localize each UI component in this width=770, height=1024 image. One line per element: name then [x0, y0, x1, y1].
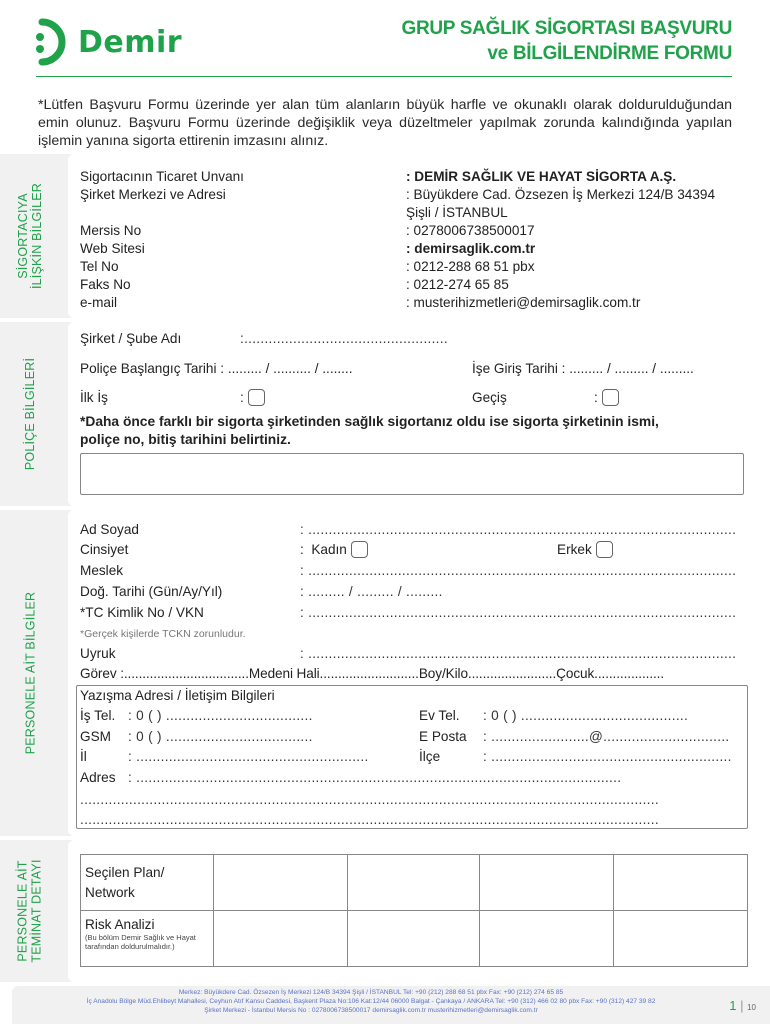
- insurer-row-value: : Büyükdere Cad. Özsezen İş Merkezi 124/B 34394: [406, 187, 716, 202]
- footer-line-3: Şirket Merkezi - İstanbul Mersis No : 0278006738500017 demirsaglik.com.tr musterihizmetleri@demirsaglik.com.tr: [204, 1007, 538, 1014]
- plan-cell-2[interactable]: [347, 855, 480, 911]
- occupation-field[interactable]: : .........................................................................................................: [300, 563, 737, 578]
- footer-line-1: Merkez: Büyükdere Cad. Özsezen İş Merkezi 124/B 34394 Şişli / İSTANBUL Tel: +90 (212) 288 68 51 pbx Fax: +90 (212) 274 65 85: [178, 989, 564, 996]
- insurer-row-value: : 0278006738500017: [406, 223, 535, 238]
- district-field[interactable]: : ...........................................................: [483, 749, 732, 764]
- male-checkbox[interactable]: [596, 541, 613, 558]
- insurer-row-value: : DEMİR SAĞLIK VE HAYAT SİGORTA A.Ş.: [406, 169, 677, 184]
- transfer-colon: :: [594, 390, 598, 405]
- home-tel-field[interactable]: : 0 ( ) .........................................: [483, 708, 689, 723]
- contact-title: Yazışma Adresi / İletişim Bilgileri: [80, 688, 275, 703]
- insurer-row-label: Web Sitesi: [80, 241, 145, 256]
- previous-insurance-input[interactable]: [80, 453, 744, 495]
- form-title: [401, 16, 732, 66]
- transfer-checkbox[interactable]: [602, 389, 619, 406]
- nationality-field[interactable]: : .........................................................................................................: [300, 646, 737, 661]
- birth-date-label: Doğ. Tarihi (Gün/Ay/Yıl): [80, 584, 223, 599]
- risk-analysis-note: (Bu bölüm Demir Sağlık ve Hayat tarafından doldurulmalıdır.): [85, 933, 196, 951]
- gender-colon: :: [300, 542, 304, 557]
- address-label: Adres: [80, 770, 116, 785]
- page-total: 10: [747, 1003, 756, 1012]
- brand-logo: [34, 18, 182, 66]
- transfer-label: Geçiş: [472, 390, 507, 405]
- plan-network-label: Seçilen Plan/ Network: [81, 855, 214, 911]
- previous-insurance-note-line1: *Daha önce farklı bir sigorta şirketinden sağlık sigortanız oldu ise sigorta şirketinin ismi,: [80, 414, 659, 429]
- address-field[interactable]: : .......................................................................................................................: [128, 770, 622, 785]
- coverage-side-label: PERSONELE AİT TEMİNAT DETAYI: [16, 859, 44, 963]
- footer-line-2: İç Anadolu Bölge Müd.Ehlibeyt Mahallesi, Ceyhun Atıf Kansu Caddesi, Başkent Plaza No:106 Kat:12/44 06000 Balgat - Çankaya / ANKARA Tel: +90 (312) 466 02 80 pbx Fax: +90 (312) 427 39 82: [86, 998, 656, 1005]
- personnel-side-label: PERSONELE AİT BİLGİLER: [23, 591, 38, 755]
- hire-date-field[interactable]: İşe Giriş Tarihi : ......... / ......... / .........: [472, 361, 694, 376]
- name-label: Ad Soyad: [80, 522, 139, 537]
- male-label: Erkek: [557, 542, 592, 557]
- insurer-row-label: Faks No: [80, 277, 131, 292]
- district-label: İlçe: [419, 749, 441, 764]
- risk-analysis-cell: [81, 911, 214, 967]
- insurer-side-label: SİGORTACIYA İLİŞKİN BİLGİLER: [16, 182, 44, 290]
- tc-no-field[interactable]: : .........................................................................................................: [300, 605, 737, 620]
- work-tel-label: İş Tel.: [80, 708, 116, 723]
- previous-insurance-note-line2: poliçe no, bitiş tarihini belirtiniz.: [80, 432, 291, 447]
- insurer-row-label: Sigortacının Ticaret Unvanı: [80, 169, 244, 184]
- insurer-row-value: Şişli / İSTANBUL: [406, 205, 508, 220]
- risk-cell-1[interactable]: [213, 911, 347, 967]
- gsm-field[interactable]: : 0 ( ) ....................................: [128, 729, 313, 744]
- policy-start-date-field[interactable]: Poliçe Başlangıç Tarihi : ......... / .......... / ........: [80, 361, 353, 376]
- occupation-label: Meslek: [80, 563, 124, 578]
- form-title-line2: ve BİLGİLENDİRME FORMU: [487, 43, 732, 64]
- risk-analysis-label: Risk Analizi: [85, 917, 155, 932]
- brand-name: Demir: [78, 24, 183, 60]
- city-label: İl: [80, 749, 87, 764]
- first-job-label: İlk İş: [80, 390, 108, 405]
- female-checkbox[interactable]: [351, 541, 368, 558]
- insurer-row-value: : 0212-288 68 51 pbx: [406, 259, 535, 274]
- work-tel-field[interactable]: : 0 ( ) ....................................: [128, 708, 313, 723]
- logo-mark-icon: [34, 18, 74, 66]
- risk-cell-3[interactable]: [480, 911, 614, 967]
- email-label: E Posta: [419, 729, 467, 744]
- first-job-colon: :: [240, 390, 244, 405]
- title-divider: [36, 76, 732, 77]
- insurer-row-value[interactable]: : musterihizmetleri@demirsaglik.com.tr: [406, 295, 641, 310]
- tc-note: *Gerçek kişilerde TCKN zorunludur.: [80, 628, 246, 640]
- footer-contact: [12, 988, 730, 1015]
- page-footer: [12, 986, 770, 1024]
- plan-cell-3[interactable]: [480, 855, 614, 911]
- birth-date-field[interactable]: : ......... / ......... / .........: [300, 584, 443, 599]
- name-field[interactable]: : .........................................................................................................: [300, 522, 737, 537]
- gender-label: Cinsiyet: [80, 542, 129, 557]
- plan-cell-1[interactable]: [213, 855, 347, 911]
- page-current: 1: [729, 998, 737, 1013]
- tc-no-label: *TC Kimlik No / VKN: [80, 605, 204, 620]
- home-tel-label: Ev Tel.: [419, 708, 460, 723]
- company-branch-label: Şirket / Şube Adı: [80, 331, 182, 346]
- insurer-row-value[interactable]: : demirsaglik.com.tr: [406, 241, 536, 256]
- risk-cell-4[interactable]: [614, 911, 748, 967]
- first-job-checkbox[interactable]: [248, 389, 265, 406]
- insurer-row-label: e-mail: [80, 295, 118, 310]
- nationality-label: Uyruk: [80, 646, 116, 661]
- email-field[interactable]: : ........................@...............................: [483, 729, 730, 744]
- form-title-line1: GRUP SAĞLIK SİGORTASI BAŞVURU: [401, 18, 732, 39]
- risk-cell-2[interactable]: [347, 911, 480, 967]
- plan-cell-4[interactable]: [614, 855, 748, 911]
- insurer-row-value: : 0212-274 65 85: [406, 277, 509, 292]
- city-field[interactable]: : .........................................................: [128, 749, 369, 764]
- insurer-row-label: Tel No: [80, 259, 119, 274]
- intro-instructions: *Lütfen Başvuru Formu üzerinde yer alan tüm alanların büyük harfle ve okunaklı olarak doldurulduğundan emin olunuz. Başvuru Formu üzerinde değişiklik veya düzeltmeler yapılmak zorunda kalındığında yapılan işlemin yanına sigorta ettirenin imzasını alınız.: [38, 97, 732, 149]
- address-line-3[interactable]: ..............................................................................................................................................: [80, 812, 659, 827]
- female-label: Kadın: [311, 542, 347, 557]
- insurer-row-label: Şirket Merkezi ve Adresi: [80, 187, 226, 202]
- page-number: 1 | 10: [729, 998, 756, 1013]
- address-line-2[interactable]: ..............................................................................................................................................: [80, 792, 659, 807]
- coverage-table: [80, 854, 748, 967]
- insurer-row-label: Mersis No: [80, 223, 142, 238]
- company-branch-field[interactable]: :..................................................: [240, 331, 448, 346]
- policy-side-label: POLİÇE BİLGİLERİ: [23, 357, 37, 471]
- gsm-label: GSM: [80, 729, 111, 744]
- duty-marital-height-children-field[interactable]: Görev :..................................Medeni Hali...........................Boy/Kilo........................Çocuk...................: [80, 666, 665, 681]
